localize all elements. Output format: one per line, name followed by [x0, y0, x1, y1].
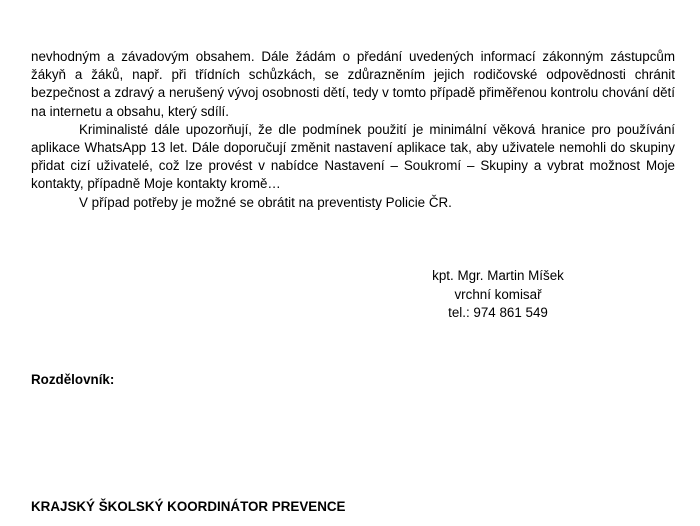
signature-phone: tel.: 974 861 549 [448, 305, 548, 321]
recipient-heading: KRAJSKÝ ŠKOLSKÝ KOORDINÁTOR PREVENCE [31, 499, 346, 514]
signature-title: vrchní komisař [454, 286, 542, 302]
paragraph-parent-information: nevhodným a závadovým obsahem. Dále žádám o předání uvedených informací zákonným zástupcům žákyň a žáků, např. při třídních schůzkách, se zdůrazněním jejich rodičovské odpovědnosti chránit bezpečnost a zdravý a nerušený vývoj osobnosti dětí, tedy v tomto případě přiměřenou kontrolu chování dětí na internetu a obsahu, který sdílí. [31, 49, 675, 119]
paragraph-police-contact: V případ potřeby je možné se obrátit na preventisty Policie ČR. [79, 194, 452, 210]
document-body [31, 48, 675, 212]
paragraph-whatsapp-settings: Kriminalisté dále upozorňují, že dle podmínek použití je minimální věková hranice pro používání aplikace WhatsApp 13 let. Dále doporučují změnit nastavení aplikace tak, aby uživatele nemohli do skupiny přidat cizí uživatelé, což lze provést v nabídce Nastavení – Soukromí – Skupiny a vybrat možnost Moje kontakty, případně Moje kontakty kromě… [31, 121, 675, 192]
signature-block [418, 267, 578, 323]
distribution-heading: Rozdělovník: [31, 372, 115, 387]
signature-name: kpt. Mgr. Martin Míšek [432, 268, 564, 283]
